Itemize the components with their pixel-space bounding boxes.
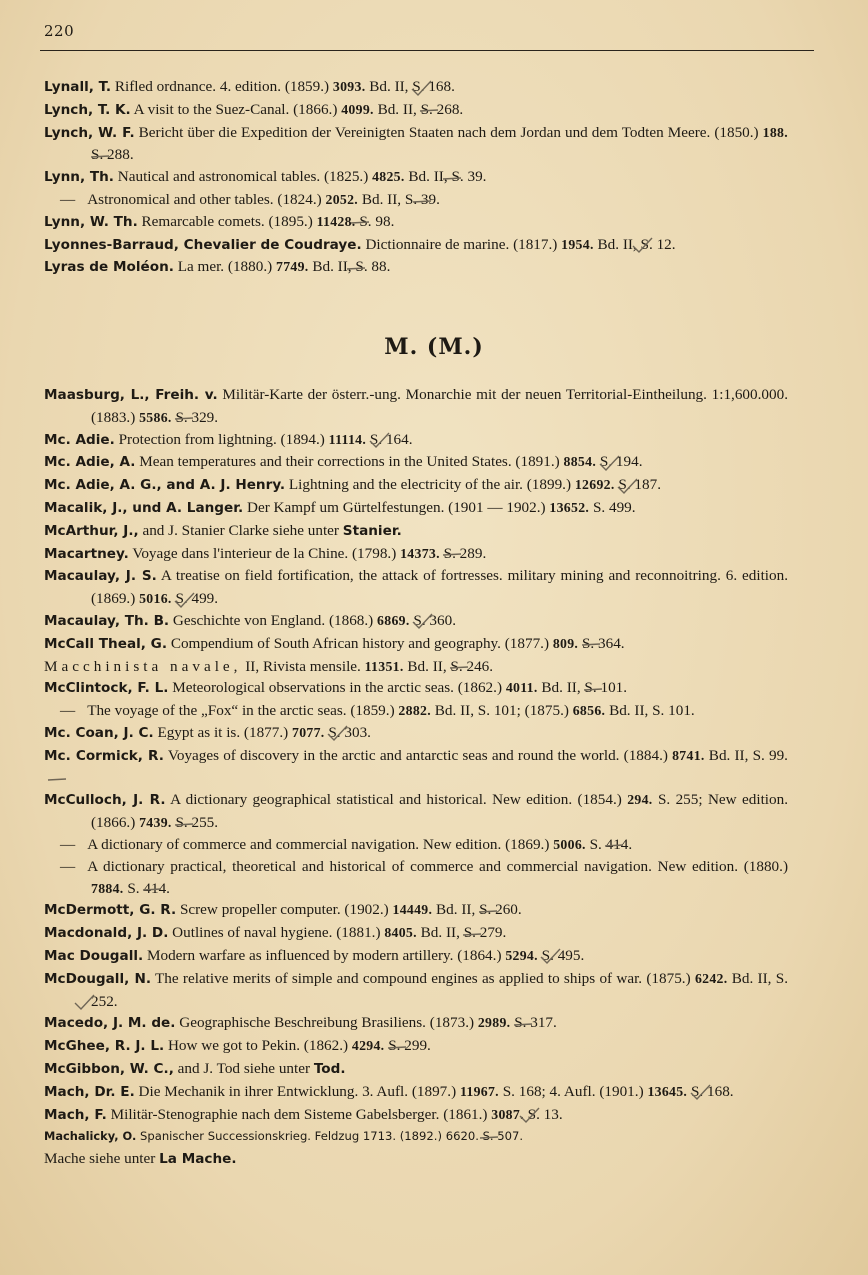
header-rule bbox=[40, 50, 814, 51]
checkmark-icon bbox=[415, 432, 437, 448]
catalog-number: 13645. bbox=[647, 1083, 688, 1099]
entry-location: S. 414. bbox=[585, 835, 633, 853]
pencil-dash-icon bbox=[559, 1016, 581, 1032]
catalog-number: 2989. bbox=[477, 1015, 511, 1031]
bibliography-entry bbox=[44, 899, 788, 922]
entry-title: and J. Tod siehe unter bbox=[173, 1059, 314, 1077]
catalog-number: 188. bbox=[762, 124, 788, 140]
entry-location: S. 499. bbox=[171, 590, 219, 608]
entry-location: Bd. II, S. 39. bbox=[404, 168, 487, 186]
catalog-number: 8741. bbox=[672, 747, 705, 763]
catalog-number: 1954. bbox=[561, 236, 594, 252]
same-author-dash: — bbox=[60, 857, 76, 875]
entry-author: Lynch, W. F. bbox=[44, 124, 135, 141]
bibliography-entry bbox=[44, 76, 788, 99]
entry-author: Macalik, J., und A. Langer. bbox=[44, 499, 244, 516]
entry-location: S. 414. bbox=[123, 879, 170, 897]
entry-author: Mc. Adie. bbox=[44, 431, 115, 448]
bibliography-entry bbox=[44, 834, 788, 856]
entry-location: S. 364. bbox=[578, 634, 625, 652]
pencil-dash-icon bbox=[488, 546, 510, 562]
entry-author: Mc. Adie, A. bbox=[44, 454, 136, 471]
pencil-dash-icon bbox=[488, 170, 510, 186]
entry-title: A visit to the Suez-Canal. (1866.) bbox=[130, 100, 342, 118]
entry-title: Spanischer Successionskrieg. Feldzug 1713. (1892.) 6620. S. 507. bbox=[136, 1129, 524, 1144]
same-author-dash: — bbox=[60, 702, 76, 720]
entry-location: S. 499. bbox=[589, 498, 636, 516]
catalog-number: 2882. bbox=[398, 703, 431, 719]
entry-location: Bd. II, S. 260. bbox=[432, 901, 522, 919]
bibliography-entry bbox=[44, 677, 788, 700]
entry-location: Bd. II, S. 168. bbox=[365, 78, 455, 95]
entry-author: Macaulay, J. S. bbox=[44, 568, 157, 585]
bibliography-entry bbox=[44, 122, 788, 167]
entry-title: The relative merits of simple and compound engines as applied to ships of war. (1875.) bbox=[151, 969, 695, 987]
entry-author: McGibbon, W. C., bbox=[44, 1060, 174, 1077]
pencil-dash-icon bbox=[396, 214, 418, 230]
pencil-dash-icon bbox=[508, 926, 530, 942]
entry-title: Militär-Stenographie nach dem Sisteme Gabelsberger. (1861.) bbox=[106, 1105, 492, 1123]
checkmark-icon bbox=[678, 237, 700, 253]
entry-location: Bd. II, S. 252. bbox=[91, 969, 788, 1010]
entry-location: S. 255; New edition. (1866.) bbox=[91, 791, 788, 832]
entry-location: S. 329. bbox=[171, 408, 219, 426]
entry-author: Mc. Adie, A. G., and A. J. Henry. bbox=[44, 477, 286, 494]
bibliography-entry bbox=[44, 256, 788, 279]
catalog-number: 6856. bbox=[572, 703, 606, 719]
entry-title: Mache siehe unter bbox=[44, 1150, 160, 1168]
bibliography-entry bbox=[44, 1126, 788, 1148]
entry-title: Lightning and the electricity of the air. (1899.) bbox=[285, 476, 575, 494]
bibliography-entry bbox=[44, 99, 788, 122]
bibliography-entry bbox=[44, 1104, 788, 1127]
entry-location: S. 13. bbox=[523, 1105, 563, 1123]
entry-reference: La Mache. bbox=[159, 1151, 237, 1168]
entry-location: Bd. II, S. 101. bbox=[537, 679, 628, 697]
catalog-number: 4825. bbox=[372, 169, 405, 185]
entry-title: Modern warfare as influenced by modern artillery. (1864.) bbox=[143, 946, 506, 964]
catalog-number: 12692. bbox=[574, 477, 615, 493]
same-author-dash: — bbox=[60, 190, 76, 208]
entry-title: Geographische Beschreibung Brasiliens. (1873.) bbox=[175, 1014, 478, 1032]
pencil-dash-icon bbox=[433, 1039, 455, 1055]
section-heading: M. (M.) bbox=[384, 334, 484, 360]
entry-title: Bericht über die Expedition der Vereinigten Staaten nach dem Jordan und dem Todten Meere. (1850.) bbox=[134, 123, 763, 141]
bibliography-entry bbox=[44, 1148, 788, 1171]
entry-location: S. 289. bbox=[439, 544, 487, 562]
catalog-number: 4011. bbox=[505, 680, 538, 696]
entry-author: Mach, F. bbox=[44, 1106, 107, 1123]
entry-location: S. 164. bbox=[366, 430, 413, 448]
bibliography-entry bbox=[44, 745, 788, 790]
bibliography-entry bbox=[44, 429, 788, 452]
checkmark-icon bbox=[458, 613, 480, 629]
entry-title: Screw propeller computer. (1902.) bbox=[176, 901, 393, 919]
entry-location: Bd. II, S. 12. bbox=[593, 235, 676, 253]
entry-author: Macaulay, Th. B. bbox=[44, 612, 170, 629]
catalog-number: 294. bbox=[627, 792, 653, 808]
bibliography-entry bbox=[44, 856, 788, 900]
entry-title: Geschichte von England. (1868.) bbox=[169, 611, 378, 629]
checkmark-icon bbox=[645, 455, 667, 471]
entry-reference: Tod. bbox=[313, 1060, 346, 1077]
pencil-dash-icon bbox=[136, 148, 158, 164]
entry-title: Rifled ordnance. 4. edition. (1859.) bbox=[111, 78, 333, 95]
entry-title: A dictionary of commerce and commercial navigation. New edition. (1869.) bbox=[87, 835, 554, 853]
entry-author: McGhee, R. J. L. bbox=[44, 1038, 165, 1055]
entry-title-spaced: Macchinista navale, bbox=[44, 657, 242, 675]
entry-title: A dictionary practical, theoretical and historical of commerce and commercial navigation. New edition. (1880.) bbox=[87, 857, 788, 875]
pencil-dash-icon bbox=[172, 881, 194, 897]
entry-author: Macartney. bbox=[44, 545, 129, 562]
entry-location: S. 360. bbox=[409, 611, 457, 629]
bibliography-entry bbox=[44, 451, 788, 474]
checkmark-icon bbox=[663, 478, 685, 494]
bibliography-entry bbox=[44, 1058, 788, 1081]
catalog-number: 4099. bbox=[341, 101, 374, 117]
entry-author: McDermott, G. R. bbox=[44, 902, 177, 919]
catalog-number: 13652. bbox=[549, 499, 590, 515]
bibliography-entry bbox=[44, 922, 788, 945]
entry-location: Bd. II, S. 268. bbox=[373, 100, 464, 118]
checkmark-icon bbox=[373, 725, 395, 741]
bibliography-entry bbox=[44, 565, 788, 610]
bibliography-entry bbox=[44, 211, 788, 234]
bibliography-entry bbox=[44, 700, 788, 722]
entry-location: S. 187. bbox=[614, 476, 662, 494]
bibliography-entry bbox=[44, 789, 788, 834]
entry-title: Dictionnaire de marine. (1817.) bbox=[361, 235, 562, 253]
entry-reference: Stanier. bbox=[342, 522, 402, 539]
entry-author: McCulloch, J. R. bbox=[44, 792, 166, 809]
entry-title: A treatise on field fortification, the attack of fortresses. military mining and reconnoitring. 6. edition. (1869.) bbox=[91, 567, 788, 608]
bibliography-entry bbox=[44, 1012, 788, 1035]
catalog-number: 5586. bbox=[139, 409, 172, 425]
entry-author: McCall Theal, G. bbox=[44, 635, 168, 652]
pencil-dash-icon bbox=[634, 837, 656, 853]
same-author-dash: — bbox=[60, 835, 76, 853]
pencil-dash-icon bbox=[495, 659, 517, 675]
bibliography-entry bbox=[44, 474, 788, 497]
catalog-number: 6869. bbox=[377, 612, 410, 628]
entry-title: Astronomical and other tables. (1824.) bbox=[87, 190, 326, 208]
pencil-dash-icon bbox=[93, 771, 115, 787]
entry-author: Lyras de Moléon. bbox=[44, 259, 174, 276]
bibliography-entry bbox=[44, 945, 788, 968]
entry-author: Lyonnes-Barraud, Chevalier de Coudraye. bbox=[44, 236, 362, 253]
entry-location: S. 168; 4. Aufl. (1901.) bbox=[498, 1082, 648, 1100]
catalog-number: 7077. bbox=[292, 724, 325, 740]
catalog-number: 7439. bbox=[139, 815, 172, 831]
entry-author: Macdonald, J. D. bbox=[44, 925, 169, 942]
catalog-number: 8854. bbox=[563, 454, 597, 470]
bibliography-entry bbox=[44, 166, 788, 189]
entry-location: S. 98. bbox=[355, 212, 395, 230]
catalog-number: 5294. bbox=[505, 947, 538, 963]
bibliography-entry bbox=[44, 722, 788, 745]
entry-author: Lynall, T. bbox=[44, 79, 112, 95]
entry-author: Maasburg, L., Freih. v. bbox=[44, 387, 218, 403]
entry-location: S. 495. bbox=[537, 946, 585, 964]
pencil-dash-icon bbox=[629, 681, 651, 697]
entry-title: La mer. (1880.) bbox=[173, 258, 276, 276]
entry-location: Bd. II, S. 101; (1875.) bbox=[430, 702, 573, 720]
checkmark-icon bbox=[457, 80, 479, 96]
catalog-number: 809. bbox=[552, 635, 579, 651]
page-number: 220 bbox=[44, 22, 75, 40]
bibliography-entry bbox=[44, 520, 788, 543]
bibliography-entry bbox=[44, 384, 788, 429]
entry-location: S. 255. bbox=[171, 814, 219, 832]
checkmark-icon bbox=[586, 948, 608, 964]
entry-title: Nautical and astronomical tables. (1825.) bbox=[113, 168, 373, 186]
catalog-number: 5016. bbox=[139, 591, 172, 607]
entry-location: Bd. II, S. 101. bbox=[605, 702, 695, 720]
entry-author: Machalicky, O. bbox=[44, 1129, 137, 1144]
entry-location: Bd. II, S. 88. bbox=[308, 258, 391, 276]
pencil-dash-icon bbox=[524, 903, 546, 919]
bibliography-entry bbox=[44, 656, 788, 678]
entry-location: S. 194. bbox=[596, 453, 643, 471]
pencil-dash-icon bbox=[392, 260, 414, 276]
checkmark-icon bbox=[220, 592, 242, 608]
pencil-dash-icon bbox=[220, 410, 242, 426]
entry-location: S. 168. bbox=[687, 1082, 734, 1100]
entry-title: The voyage of the „Fox“ in the arctic seas. (1859.) bbox=[87, 702, 399, 720]
bibliography-entry bbox=[44, 610, 788, 633]
entry-title: and J. Stanier Clarke siehe unter bbox=[138, 521, 343, 539]
pencil-dash-icon bbox=[627, 636, 649, 652]
catalog-number: 6242. bbox=[694, 970, 728, 986]
catalog-number: 7884. bbox=[91, 880, 124, 896]
catalog-number: 7749. bbox=[276, 259, 309, 275]
bibliography-entry bbox=[44, 189, 788, 211]
bibliography-entry bbox=[44, 497, 788, 520]
bibliography-entry bbox=[44, 1081, 788, 1104]
bibliography-entry bbox=[44, 633, 788, 656]
entry-title: How we got to Pekin. (1862.) bbox=[164, 1037, 352, 1055]
catalog-number: 11351. bbox=[364, 658, 404, 674]
entry-title: Egypt as it is. (1877.) bbox=[153, 723, 293, 741]
entry-location: Bd. II, S. 246. bbox=[403, 657, 494, 675]
catalog-number: 14373. bbox=[400, 545, 440, 561]
entry-author: McArthur, J., bbox=[44, 522, 139, 539]
entry-title: A dictionary geographical statistical and historical. New edition. (1854.) bbox=[165, 791, 628, 809]
catalog-number: 14449. bbox=[392, 902, 433, 918]
bibliography-entry bbox=[44, 543, 788, 566]
entry-title: Protection from lightning. (1894.) bbox=[114, 430, 329, 448]
pencil-dash-icon bbox=[525, 1129, 547, 1145]
entry-location: S. 299. bbox=[384, 1037, 431, 1055]
entry-author: Macedo, J. M. de. bbox=[44, 1015, 176, 1032]
catalog-number: 4294. bbox=[351, 1038, 385, 1054]
entry-location: S. 317. bbox=[510, 1014, 557, 1032]
bibliography-entry bbox=[44, 1035, 788, 1058]
entry-title: Meteorological observations in the arctic seas. (1862.) bbox=[168, 679, 506, 697]
entry-title: Die Mechanik in ihrer Entwicklung. 3. Aufl. (1897.) bbox=[134, 1082, 460, 1100]
bibliography-entry bbox=[44, 968, 788, 1013]
checkmark-icon bbox=[736, 1084, 758, 1100]
entry-title: Outlines of naval hygiene. (1881.) bbox=[168, 924, 385, 942]
entry-title: II, Rivista mensile. bbox=[241, 657, 365, 675]
entry-title: Compendium of South African history and geography. (1877.) bbox=[167, 634, 553, 652]
entry-location: S. 303. bbox=[324, 723, 371, 741]
pencil-dash-icon bbox=[442, 193, 464, 209]
bibliography-entry bbox=[44, 234, 788, 257]
entry-author: Mach, Dr. E. bbox=[44, 1083, 135, 1100]
catalog-number: 11967. bbox=[459, 1083, 499, 1099]
catalog-number: 11428. bbox=[316, 213, 356, 229]
entry-author: Mac Dougall. bbox=[44, 947, 144, 964]
entry-location: Bd. II, S. 39. bbox=[358, 190, 440, 208]
entry-author: Mc. Coan, J. C. bbox=[44, 724, 154, 741]
entry-title: Der Kampf um Gürtelfestungen. (1901 — 1902.) bbox=[243, 498, 550, 516]
entry-title: Voyages of discovery in the arctic and antarctic seas and round the world. (1884.) bbox=[163, 746, 673, 764]
entry-location: Bd. II, S. 99. bbox=[704, 746, 788, 764]
pencil-dash-icon bbox=[465, 102, 487, 118]
entry-author: McDougall, N. bbox=[44, 970, 152, 987]
catalog-number: 5006. bbox=[553, 836, 586, 852]
entry-title: Voyage dans l'interieur de la Chine. (1798.) bbox=[128, 544, 401, 562]
catalog-number: 11114. bbox=[328, 431, 367, 447]
catalog-number: 8405. bbox=[384, 925, 417, 941]
entries-list-l bbox=[44, 76, 788, 279]
entry-author: McClintock, F. L. bbox=[44, 680, 169, 697]
entry-title: Militär-Karte der österr.-ung. Monarchie mit der neuen Territorial-Eintheilung. 1:1,600.000. (1883.) bbox=[91, 386, 788, 426]
entry-author: Lynn, W. Th. bbox=[44, 213, 138, 230]
pencil-dash-icon bbox=[220, 816, 242, 832]
checkmark-icon bbox=[120, 994, 142, 1010]
catalog-number: 2052. bbox=[325, 191, 359, 207]
checkmark-icon bbox=[565, 1107, 587, 1123]
entry-location: S. 288. bbox=[91, 146, 134, 164]
entry-author: Mc. Cormick, R. bbox=[44, 747, 164, 764]
catalog-number: 3093. bbox=[332, 79, 366, 94]
entry-location: Bd. II, S. 279. bbox=[416, 924, 507, 942]
entries-list-m bbox=[44, 384, 788, 1171]
entry-author: Lynch, T. K. bbox=[44, 101, 131, 118]
catalog-number: 3087. bbox=[491, 1106, 524, 1122]
entry-title: Mean temperatures and their corrections in the United States. (1891.) bbox=[135, 453, 564, 471]
entry-author: Lynn, Th. bbox=[44, 169, 114, 186]
entry-title: Remarcable comets. (1895.) bbox=[137, 212, 317, 230]
